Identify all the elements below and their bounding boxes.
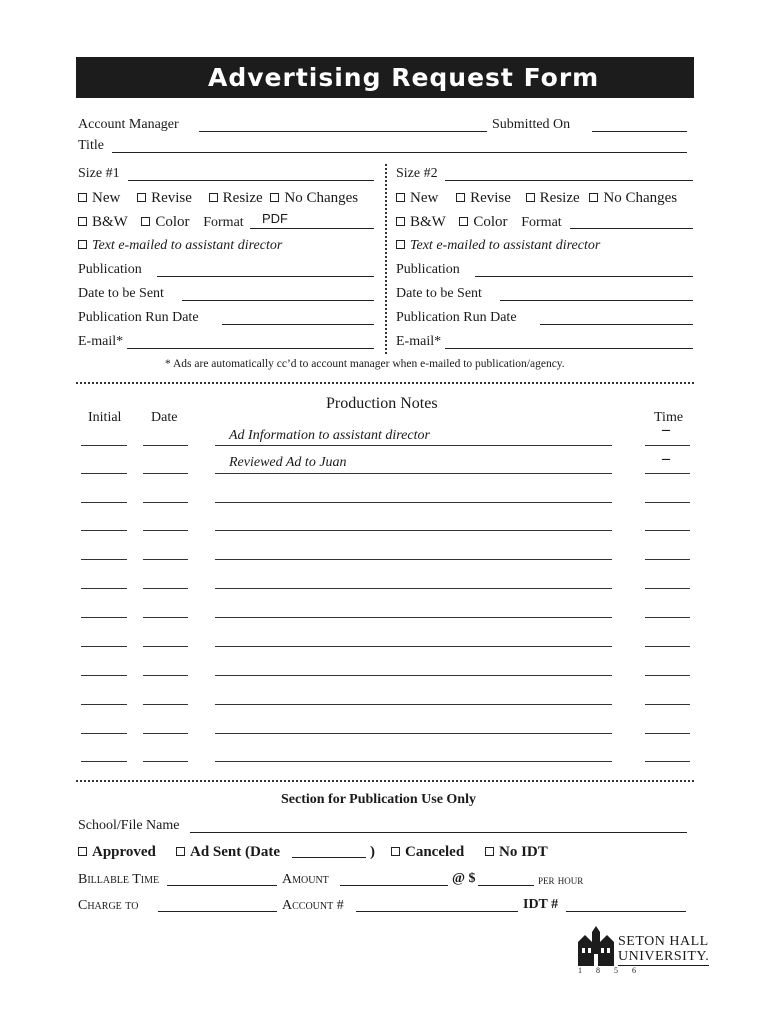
initial-column-header: Initial [88,410,122,425]
canceled-group: Canceled [391,844,464,861]
size2-date-sent-field[interactable] [500,300,693,301]
size2-nochanges-checkbox[interactable] [589,193,598,202]
university-logo [576,926,710,976]
production-row-12-initial-field[interactable] [81,761,127,762]
production-row-8-note-field[interactable] [215,646,612,647]
production-row-10-note-field[interactable] [215,704,612,705]
production-row-7-note-field[interactable] [215,617,612,618]
footnote: * Ads are automatically cc’d to account manager when e-mailed to publication/agency. [165,358,565,370]
production-row-11-initial-field[interactable] [81,733,127,734]
size2-new-checkbox[interactable] [396,193,405,202]
production-row-3-initial-field[interactable] [81,502,127,503]
size1-email-label: E-mail* [78,334,124,349]
production-row-12-time-field[interactable] [645,761,690,762]
production-row-3-note-field[interactable] [215,502,612,503]
size1-color-row: B&W Color Format [78,214,244,231]
building-icon [576,926,616,968]
production-row-3-date-field[interactable] [143,502,188,503]
production-notes-heading: Production Notes [326,395,438,412]
size2-text-emailed: Text e-mailed to assistant director [396,238,600,254]
production-row-5-time-field[interactable] [645,559,690,560]
publication-use-heading: Section for Publication Use Only [281,792,476,807]
production-row-4-note-field[interactable] [215,530,612,531]
production-row-7-date-field[interactable] [143,617,188,618]
logo-year: 1 8 5 6 [578,966,642,975]
production-row-3-time-field[interactable] [645,502,690,503]
size1-format-field[interactable] [250,228,374,229]
production-row-4-time-field[interactable] [645,530,690,531]
school-file-field[interactable] [190,832,687,833]
no-idt-checkbox[interactable] [485,847,494,856]
size1-publication-label: Publication [78,262,142,277]
amount-label: Amount [282,872,329,887]
size1-field[interactable] [128,180,374,181]
note-2-text[interactable]: Reviewed Ad to Juan [229,455,347,470]
submitted-on-label: Submitted On [492,117,571,132]
size2-revise-checkbox[interactable] [456,193,465,202]
production-row-2-time-field[interactable] [645,473,690,474]
production-row-4-date-field[interactable] [143,530,188,531]
approved-checkbox[interactable] [78,847,87,856]
section-divider-bottom [76,780,694,782]
production-row-6-note-field[interactable] [215,588,612,589]
production-row-12-note-field[interactable] [215,761,612,762]
status-row: Approved [78,844,156,861]
size2-color-checkbox[interactable] [459,217,468,226]
size1-bw-checkbox[interactable] [78,217,87,226]
production-row-8-time-field[interactable] [645,646,690,647]
size2-field[interactable] [445,180,693,181]
production-row-9-date-field[interactable] [143,675,188,676]
billable-time-label: Billable Time [78,872,160,887]
charge-to-label: Charge to [78,898,139,913]
production-row-12-date-field[interactable] [143,761,188,762]
note-1-text[interactable]: Ad Information to assistant director [229,428,430,443]
production-row-6-time-field[interactable] [645,588,690,589]
production-row-5-date-field[interactable] [143,559,188,560]
date-column-header: Date [151,410,178,425]
form-title: Advertising Request Form [76,57,694,98]
production-row-1-note-field[interactable] [215,445,612,446]
production-row-9-note-field[interactable] [215,675,612,676]
production-row-10-date-field[interactable] [143,704,188,705]
logo-line1: SETON HALL [618,934,709,949]
production-row-7-time-field[interactable] [645,617,690,618]
size1-text-emailed: Text e-mailed to assistant director [78,238,282,254]
size1-resize-checkbox[interactable] [209,193,218,202]
size2-resize-checkbox[interactable] [526,193,535,202]
account-manager-label: Account Manager [78,117,179,132]
size1-email-field[interactable] [127,348,374,349]
size1-revise-checkbox[interactable] [137,193,146,202]
logo-line2: UNIVERSITY. [618,949,710,964]
production-row-2-note-field[interactable] [215,473,612,474]
production-row-5-initial-field[interactable] [81,559,127,560]
production-row-4-initial-field[interactable] [81,530,127,531]
production-row-11-date-field[interactable] [143,733,188,734]
column-divider [385,164,387,354]
production-row-11-note-field[interactable] [215,733,612,734]
size2-email-label: E-mail* [396,334,442,349]
idt-label: IDT # [523,897,559,912]
time-column-header: Time [654,410,684,425]
size2-publication-label: Publication [396,262,460,277]
production-row-6-date-field[interactable] [143,588,188,589]
size2-run-date-field[interactable] [540,324,693,325]
per-hour-label: per hour [538,872,584,887]
time-1-value[interactable]: – [662,421,670,438]
size2-label: Size #2 [396,166,438,181]
production-row-9-initial-field[interactable] [81,675,127,676]
production-row-11-time-field[interactable] [645,733,690,734]
amount-field[interactable] [340,885,448,886]
size1-new-checkbox[interactable] [78,193,87,202]
account-manager-field[interactable] [199,131,487,132]
canceled-checkbox[interactable] [391,847,400,856]
size1-label: Size #1 [78,166,120,181]
title-field[interactable] [112,152,687,153]
production-row-7-initial-field[interactable] [81,617,127,618]
at-dollar-label: @ $ [452,871,476,886]
school-file-label: School/File Name [78,818,180,833]
size1-run-date-label: Publication Run Date [78,310,199,325]
production-row-10-initial-field[interactable] [81,704,127,705]
production-row-1-date-field[interactable] [143,445,188,446]
production-row-8-date-field[interactable] [143,646,188,647]
size2-run-date-label: Publication Run Date [396,310,517,325]
production-row-2-initial-field[interactable] [81,473,127,474]
production-row-6-initial-field[interactable] [81,588,127,589]
section-divider-top [76,382,694,384]
production-row-5-note-field[interactable] [215,559,612,560]
size2-email-field[interactable] [445,348,693,349]
size2-format-field[interactable] [570,228,693,229]
production-row-1-initial-field[interactable] [81,445,127,446]
size1-publication-field[interactable] [157,276,374,277]
billable-time-field[interactable] [167,885,277,886]
account-label: Account # [282,898,344,913]
size1-date-sent-field[interactable] [182,300,374,301]
ad-sent-checkbox[interactable] [176,847,185,856]
production-row-8-initial-field[interactable] [81,646,127,647]
size2-publication-field[interactable] [475,276,693,277]
production-row-10-time-field[interactable] [645,704,690,705]
size1-text-emailed-checkbox[interactable] [78,240,87,249]
size2-text-emailed-checkbox[interactable] [396,240,405,249]
production-row-2-date-field[interactable] [143,473,188,474]
charge-to-field[interactable] [158,911,277,912]
size2-options-row: New Revise Resize No Changes [396,190,677,207]
size1-color-checkbox[interactable] [141,217,150,226]
size1-run-date-field[interactable] [222,324,374,325]
rate-field[interactable] [478,885,534,886]
production-row-1-time-field[interactable] [645,445,690,446]
size2-color-row: B&W Color Format [396,214,562,231]
ad-sent-date-field[interactable] [292,857,366,858]
time-2-value[interactable]: – [662,450,670,467]
size1-format-value[interactable]: PDF [262,211,288,226]
title-label: Title [78,138,104,153]
size1-date-sent-label: Date to be Sent [78,286,164,301]
no-idt-group: No IDT [485,844,548,861]
ad-sent-group: Ad Sent (Date [176,844,280,861]
submitted-on-field[interactable] [592,131,687,132]
production-row-9-time-field[interactable] [645,675,690,676]
size1-options-row: New Revise Resize No Changes [78,190,358,207]
size2-bw-checkbox[interactable] [396,217,405,226]
idt-field[interactable] [566,911,686,912]
size2-date-sent-label: Date to be Sent [396,286,482,301]
size1-nochanges-checkbox[interactable] [270,193,279,202]
account-field[interactable] [356,911,518,912]
ad-sent-date-close: ) [370,844,375,860]
